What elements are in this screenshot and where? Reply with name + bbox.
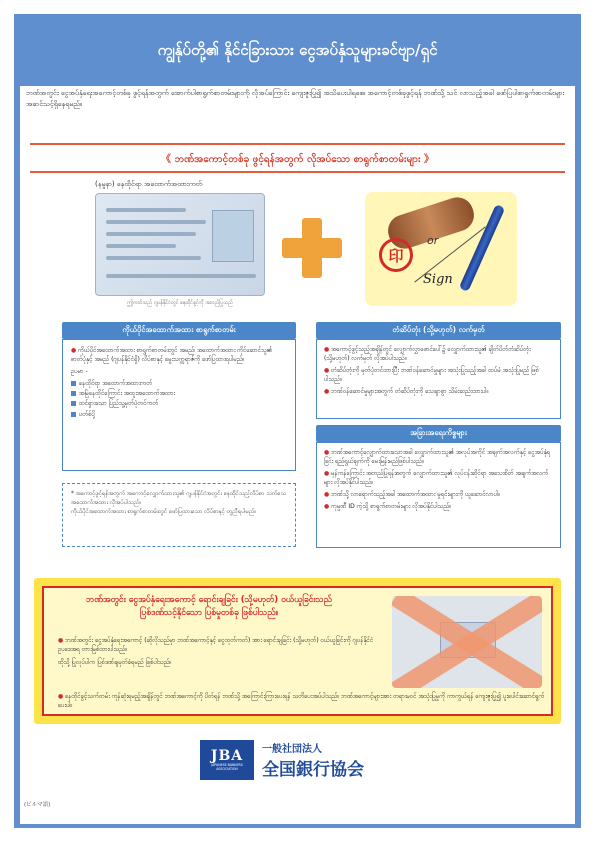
id-box-text: ကိုယ်ပိုင်အထောက်အထား စာရွက်စာတမ်းတွင် အမည်၊ အထောက်အထား ကိုင်ဆောင်သူ၏ ဓာတ်ပုံနှင့် အမည် (ဂျပန်နိုင်ငံရှိ) လိပ်စာနှင့် မွေးသက္ကရာဇ်ကို ဖော်ပြထားရပါမည်။ bbox=[71, 347, 273, 363]
jba-logo bbox=[200, 740, 364, 780]
id-box-body: ● ကိုယ်ပိုင်အထောက်အထား စာရွက်စာတမ်းတွင် အမည်၊ အထောက်အထား ကိုင်ဆောင်သူ၏ ဓာတ်ပုံနှင့် အမည် (ဂျပန်နိုင်ငံရှိ) လိပ်စာနှင့် မွေးသက္ကရာဇ်ကို ဖော်ပြထားရပါမည်။ ဥပမာ - bbox=[71, 346, 287, 376]
org-name-small: 一般社団法人 bbox=[262, 744, 322, 755]
residence-card-image bbox=[95, 193, 265, 296]
jba-mark-subtext: JAPANESE BANKERS ASSOCIATION bbox=[211, 763, 243, 771]
note-line: * အကောင့်ဖွင့်ရန်အတွက် အကောင့်လျှောက်ထားသူ၏ ဂျပန်နိုင်ငံအတွင်း နေထိုင်သည့်လိပ်စာ သက်သေအထောက်အထား လိုအပ်ပါသည်။ bbox=[71, 491, 287, 506]
id-box-header: ကိုယ်ပိုင်အထောက်အထား စာရွက်စာတမ်း bbox=[62, 322, 296, 339]
card-line bbox=[106, 232, 196, 236]
other-item: ကုမ္ပဏီ ID ကဲ့သို့ စာရွက်စာတမ်းများ လိုအပ်နိုင်ပါသည်။ bbox=[331, 503, 452, 510]
card-photo bbox=[212, 210, 254, 262]
card-line bbox=[106, 244, 176, 248]
address-note bbox=[62, 483, 296, 547]
list-item: နေထိုင်ရာ အထောက်အထားကတ် bbox=[71, 379, 287, 389]
card-line bbox=[106, 220, 206, 224]
intro-text: ဘဏ်အတွင်း ငွေအပ်နှံရေးအကောင့်တစ်ခု ဖွင့်ရန်အတွက် အောက်ပါစာရွက်စာတမ်းများကို လိုအပ်ကြောင်း ကျေးဇူးပြု၍ အသိပေးပါရစေ။ အကောင့်တစ်ခုဖွင့်ရန် ဘဏ်သို့ သင် လာသည့်အခါ ဖော်ပြပါစာရွက်စာတမ်းများ အဆင်သင့်ရှိနေရမည်။ bbox=[26, 89, 565, 108]
warning-panel bbox=[34, 578, 561, 724]
card-line bbox=[106, 208, 186, 212]
title-bar bbox=[14, 14, 581, 86]
seal-info-box: ● အကောင့်ဖွင့်သည့်အချိန်တွင် လျှောက်လွှာဖောင်ပေါ်၌ လျှောက်ထားသူ၏ ချိတ်ပိတ်တံဆိပ်တုံး (သို့မဟုတ်) လက်မှတ် လိုအပ်ပါသည်။ ● တံဆိပ်တုံးကို မှတ်ပုံတင်ထားပြီး ဘဏ်ဝန်ဆောင်မှုများ အသုံးပြုသည့်အခါ ထပ်မံ အသုံးပြုမည် ဖြစ်ပါသည်။ ● ဘဏ်ဝန်ဆောင်မှုများအတွက် တံဆိပ်တုံးကို သေချာစွာ သိမ်းဆည်းထားပါ။ bbox=[316, 339, 561, 419]
page-title: ကျွန်ုပ်တို့၏ နိုင်ငံခြားသား ငွေအပ်နှံသူများခင်ဗျာ/ရှင် bbox=[157, 40, 438, 59]
other-item: မှန်ကန်ကြောင်း အတည်ပြုရန်အတွက် လျှောက်ထားသူ၏ လုပ်ငန်းဆိုင်ရာ အသေးစိတ် အချက်အလက်များ လိုအပ်နိုင်ပါသည်။ bbox=[324, 470, 549, 486]
language-note: (ビルマ語) bbox=[24, 802, 51, 808]
or-text: or bbox=[427, 234, 439, 247]
jba-mark-text: JBA bbox=[210, 748, 244, 765]
other-box: ● ဘဏ်အကောင့်လျှောက်ထားသောအခါ လျှောက်ထားသူ၏ အလုပ်အကိုင် အချက်အလက်နှင့် ငွေအပ်နှံရခြင်း ရည်ရွယ်ချက်ကို မေးမြန်းမည်ဖြစ်ပါသည်။ ● မှန်ကန်ကြောင်း အတည်ပြုရန်အတွက် လျှောက်ထားသူ၏ လုပ်ငန်းဆိုင်ရာ အသေးစိတ် အချက်အလက်များ လိုအပ်နိုင်ပါသည်။ ● ဘဏ်သို့ လာရောက်သည့်အခါ အထောက်အထား မူရင်းများကို ယူဆောင်လာပါ။ ● ကုမ္ပဏီ ID ကဲ့သို့ စာရွက်စာတမ်းများ လိုအပ်နိုင်ပါသည်။ bbox=[316, 442, 561, 548]
other-box-header: အခြားအရေးကိစ္စများ bbox=[316, 425, 561, 442]
warning-inner bbox=[42, 586, 553, 716]
list-item: ပတ်စ်ပို့ bbox=[71, 410, 287, 420]
prohibited-card-image bbox=[392, 596, 542, 688]
card-line bbox=[106, 274, 256, 278]
seal-or-sign-image bbox=[365, 192, 517, 306]
org-name bbox=[262, 740, 364, 780]
note-line: ကိုယ်ပိုင်အထောက်အထား စာရွက်စာတမ်းတွင် ဖော်ပြထားသော လိပ်စာနှင့် တူညီရပါမည်။ bbox=[71, 508, 257, 515]
section-heading bbox=[30, 143, 565, 173]
plus-icon bbox=[282, 218, 342, 278]
seal-box-header: တံဆိပ်တုံး (သို့မဟုတ်) လက်မှတ် bbox=[316, 322, 561, 339]
other-item: ဘဏ်အကောင့်လျှောက်ထားသောအခါ လျှောက်ထားသူ၏ အလုပ်အကိုင် အချက်အလက်နှင့် ငွေအပ်နှံရခြင်း ရည်ရွယ်ချက်ကို မေးမြန်းမည်ဖြစ်ပါသည်။ bbox=[324, 449, 551, 465]
id-box bbox=[62, 339, 296, 471]
warning-item: ထိုသို့ ပြုလုပ်ပါက ပြစ်ဒဏ်ချမှတ်ခံရမည် ဖြစ်ပါသည်။ bbox=[58, 658, 172, 666]
warning-item: ဘဏ်အတွင်း ငွေအပ်နှံရေးအကောင့် (ဆိုလိုသည်မှာ ဘဏ်အကောင့်နှင့် ငွေထုတ်ကတ်) အား ရောင်းချခြင်း (သို့မဟုတ်) ဝယ်ယူခြင်းကို ဂျပန်နိုင်ငံဥပဒေအရ တားမြစ်ထားပါသည်။ bbox=[58, 637, 374, 654]
warning-title: ဘဏ်အတွင်း ငွေအပ်နှံရေးအကောင့် ရောင်းချခြင်း (သို့မဟုတ်) ဝယ်ယူခြင်းသည် ပြစ်ဒဏ်သင့်နိုင်သော ပြစ်မှုတစ်ခု ဖြစ်ပါသည်။ bbox=[86, 595, 332, 618]
warning-footer-text: ● နေထိုင်ခွင့်သက်တမ်း ကုန်ဆုံးရမည့်အချိန်တွင် ဘဏ်အကောင့်ကို ပိတ်ရန် ဘဏ်သို့ အကြောင်းကြားပေးရန် သတိပေးအပ်ပါသည်။ ဘဏ်အကောင့်များအား တရားမဝင် အသုံးပြုမှုကို ကာကွယ်ရန် ကျေးဇူးပြု၍ ပူးပေါင်းဆောင်ရွက်ပေးပါ။ bbox=[58, 693, 545, 710]
seal-item: တံဆိပ်တုံးကို မှတ်ပုံတင်ထားပြီး ဘဏ်ဝန်ဆောင်မှုများ အသုံးပြုသည့်အခါ ထပ်မံ အသုံးပြုမည် ဖြစ်ပါသည်။ bbox=[324, 367, 539, 383]
seal-item: ဘဏ်ဝန်ဆောင်မှုများအတွက် တံဆိပ်တုံးကို သေချာစွာ သိမ်းဆည်းထားပါ။ bbox=[331, 388, 489, 395]
org-name-big: 全国銀行協会 bbox=[262, 760, 364, 780]
card-line bbox=[106, 256, 201, 260]
card-label: (နမူနာ) နေထိုင်ရာ အထောက်အထားကတ် bbox=[95, 180, 203, 188]
seal-item: အကောင့်ဖွင့်သည့်အချိန်တွင် လျှောက်လွှာဖောင်ပေါ်၌ လျှောက်ထားသူ၏ ချိတ်ပိတ်တံဆိပ်တုံး (သို့မဟုတ်) လက်မှတ် လိုအပ်ပါသည်။ bbox=[324, 346, 531, 362]
card-caption: ဤကတ်သည် ဂျပန်နိုင်ငံတွင် နေထိုင်ခွင့်ကို အတည်ပြုသည် bbox=[127, 300, 233, 306]
list-item: ထင်ရှားသော ပြည်သူ့မှတ်ပုံတင်ကတ် bbox=[71, 399, 287, 409]
seal-mark: 印 bbox=[379, 238, 413, 272]
sign-text: Sign bbox=[423, 272, 453, 287]
jba-mark bbox=[200, 740, 254, 780]
id-box-example: ဥပမာ - bbox=[71, 368, 88, 375]
warning-body: ● ဘဏ်အတွင်း ငွေအပ်နှံရေးအကောင့် (ဆိုလိုသည်မှာ ဘဏ်အကောင့်နှင့် ငွေထုတ်ကတ်) အား ရောင်းချခြင်း (သို့မဟုတ်) ဝယ်ယူခြင်းကို ဂျပန်နိုင်ငံဥပဒေအရ တားမြစ်ထားပါသည်။ ထိုသို့ ပြုလုပ်ပါက ပြစ်ဒဏ်ချမှတ်ခံရမည် ဖြစ်ပါသည်။ bbox=[58, 637, 374, 666]
section-heading-text: 《 ဘဏ်အကောင့်တစ်ခု ဖွင့်ရန်အတွက် လိုအပ်သော စာရွက်စာတမ်းများ 》 bbox=[160, 153, 435, 165]
other-item: ဘဏ်သို့ လာရောက်သည့်အခါ အထောက်အထား မူရင်းများကို ယူဆောင်လာပါ။ bbox=[331, 491, 501, 498]
list-item: အမြဲနေထိုင်ကြောင်း အထူးအထောက်အထား bbox=[71, 389, 287, 399]
